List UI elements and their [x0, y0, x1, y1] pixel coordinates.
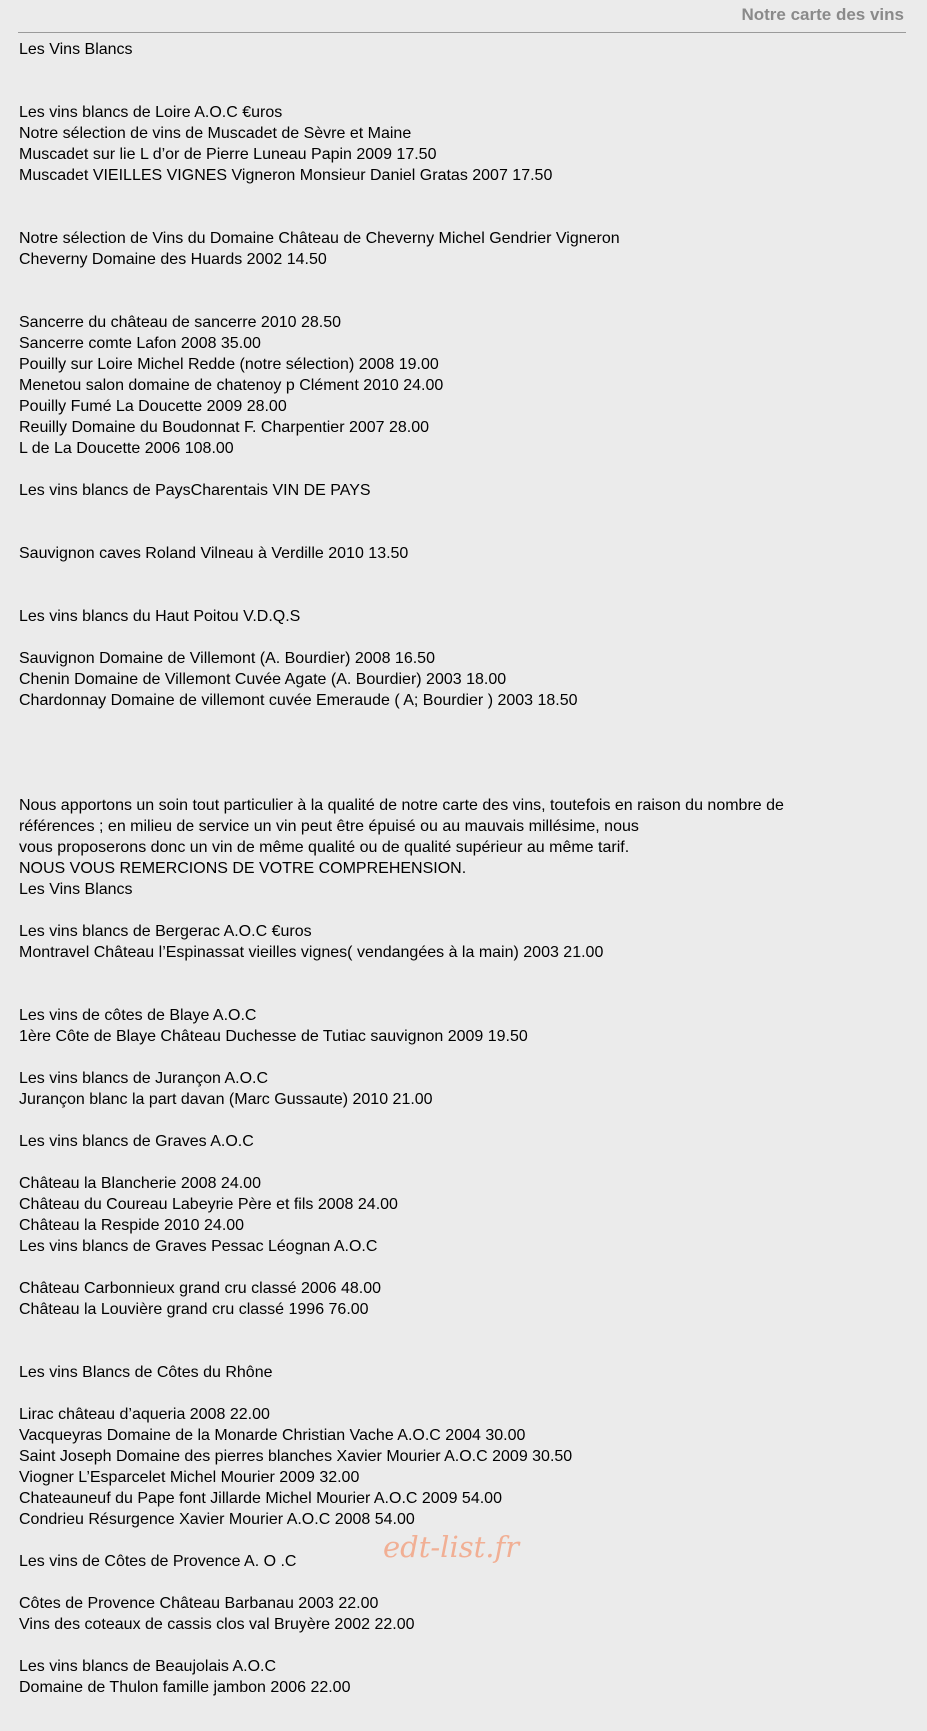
- text-line: Les vins de côtes de Blaye A.O.C: [19, 1006, 257, 1024]
- blank-line: [19, 1152, 899, 1173]
- text-line: Sauvignon Domaine de Villemont (A. Bourdier) 2008 16.50: [19, 649, 435, 667]
- text-line: Sancerre comte Lafon 2008 35.00: [19, 334, 261, 352]
- blank-line: [19, 1341, 899, 1362]
- text-line: Château la Respide 2010 24.00: [19, 1216, 245, 1234]
- blank-line: [19, 627, 899, 648]
- text-line: vous proposerons donc un vin de même qualité ou de qualité supérieur au même tarif.: [19, 838, 630, 856]
- blank-line: [19, 186, 899, 207]
- text-line: Côtes de Provence Château Barbanau 2003 22.00: [19, 1594, 379, 1612]
- wine-list-content: [19, 39, 899, 1698]
- text-line: Château du Coureau Labeyrie Père et fils 2008 24.00: [19, 1195, 398, 1213]
- text-line: Vins des coteaux de cassis clos val Bruyère 2002 22.00: [19, 1615, 415, 1633]
- text-line: Les vins blancs de Loire A.O.C €uros: [19, 103, 283, 121]
- blank-line: [19, 270, 899, 291]
- text-line: Muscadet VIEILLES VIGNES Vigneron Monsieur Daniel Gratas 2007 17.50: [19, 166, 553, 184]
- blank-line: [19, 81, 899, 102]
- text-line: NOUS VOUS REMERCIONS DE VOTRE COMPREHENSION.: [19, 859, 467, 877]
- text-line: Viogner L’Esparcelet Michel Mourier 2009 32.00: [19, 1468, 360, 1486]
- blank-line: [19, 1383, 899, 1404]
- page-header: [18, 0, 906, 33]
- text-line: Château Carbonnieux grand cru classé 2006 48.00: [19, 1279, 382, 1297]
- text-line: Les vins de Côtes de Provence A. O .C: [19, 1552, 297, 1570]
- text-line: Lirac château d’aqueria 2008 22.00: [19, 1405, 270, 1423]
- text-line: Menetou salon domaine de chatenoy p Clément 2010 24.00: [19, 376, 444, 394]
- blank-line: [19, 459, 899, 480]
- text-line: L de La Doucette 2006 108.00: [19, 439, 234, 457]
- text-line: Les Vins Blancs: [19, 40, 133, 58]
- blank-line: [19, 585, 899, 606]
- text-line: Vacqueyras Domaine de la Monarde Christian Vache A.O.C 2004 30.00: [19, 1426, 526, 1444]
- blank-line: [19, 774, 899, 795]
- text-line: Muscadet sur lie L d’or de Pierre Luneau Papin 2009 17.50: [19, 145, 437, 163]
- blank-line: [19, 501, 899, 522]
- blank-line: [19, 207, 899, 228]
- text-line: Nous apportons un soin tout particulier à la qualité de notre carte des vins, toutefois en raison du nombre de: [19, 796, 784, 814]
- text-line: Les vins blancs de Jurançon A.O.C: [19, 1069, 269, 1087]
- text-line: Chateauneuf du Pape font Jillarde Michel Mourier A.O.C 2009 54.00: [19, 1489, 502, 1507]
- text-line: Les vins blancs de Beaujolais A.O.C: [19, 1657, 277, 1675]
- blank-line: [19, 984, 899, 1005]
- blank-line: [19, 60, 899, 81]
- text-line: Reuilly Domaine du Boudonnat F. Charpentier 2007 28.00: [19, 418, 430, 436]
- blank-line: [19, 564, 899, 585]
- text-line: Notre sélection de vins de Muscadet de Sèvre et Maine: [19, 124, 412, 142]
- text-line: Les vins Blancs de Côtes du Rhône: [19, 1363, 273, 1381]
- text-line: Saint Joseph Domaine des pierres blanches Xavier Mourier A.O.C 2009 30.50: [19, 1447, 573, 1465]
- blank-line: [19, 522, 899, 543]
- text-line: Chenin Domaine de Villemont Cuvée Agate (A. Bourdier) 2003 18.00: [19, 670, 507, 688]
- blank-line: [19, 291, 899, 312]
- text-line: Les vins blancs de PaysCharentais VIN DE PAYS: [19, 481, 371, 499]
- text-line: Château la Louvière grand cru classé 1996 76.00: [19, 1300, 369, 1318]
- text-line: Les vins blancs de Bergerac A.O.C €uros: [19, 922, 312, 940]
- text-line: Pouilly sur Loire Michel Redde (notre sélection) 2008 19.00: [19, 355, 439, 373]
- text-line: Les vins blancs de Graves Pessac Léognan A.O.C: [19, 1237, 378, 1255]
- text-line: Jurançon blanc la part davan (Marc Gussaute) 2010 21.00: [19, 1090, 433, 1108]
- blank-line: [19, 1320, 899, 1341]
- text-line: Notre sélection de Vins du Domaine Château de Cheverny Michel Gendrier Vigneron: [19, 229, 620, 247]
- text-line: Les Vins Blancs: [19, 880, 133, 898]
- text-line: références ; en milieu de service un vin peut être épuisé ou au mauvais millésime, nous: [19, 817, 639, 835]
- text-line: Sancerre du château de sancerre 2010 28.50: [19, 313, 342, 331]
- text-line: Sauvignon caves Roland Vilneau à Verdille 2010 13.50: [19, 544, 409, 562]
- text-line: Les vins blancs du Haut Poitou V.D.Q.S: [19, 607, 301, 625]
- blank-line: [19, 900, 899, 921]
- text-line: 1ère Côte de Blaye Château Duchesse de Tutiac sauvignon 2009 19.50: [19, 1027, 528, 1045]
- text-line: Les vins blancs de Graves A.O.C: [19, 1132, 254, 1150]
- blank-line: [19, 753, 899, 774]
- blank-line: [19, 1572, 899, 1593]
- text-line: Cheverny Domaine des Huards 2002 14.50: [19, 250, 327, 268]
- blank-line: [19, 1257, 899, 1278]
- text-line: Chardonnay Domaine de villemont cuvée Emeraude ( A; Bourdier ) 2003 18.50: [19, 691, 578, 709]
- watermark: edt-list.fr: [383, 1530, 520, 1564]
- text-line: Condrieu Résurgence Xavier Mourier A.O.C 2008 54.00: [19, 1510, 415, 1528]
- blank-line: [19, 1047, 899, 1068]
- blank-line: [19, 711, 899, 732]
- text-line: Pouilly Fumé La Doucette 2009 28.00: [19, 397, 287, 415]
- text-line: Domaine de Thulon famille jambon 2006 22.00: [19, 1678, 351, 1696]
- blank-line: [19, 732, 899, 753]
- blank-line: [19, 963, 899, 984]
- blank-line: [19, 1635, 899, 1656]
- text-line: Château la Blancherie 2008 24.00: [19, 1174, 261, 1192]
- blank-line: [19, 1110, 899, 1131]
- text-line: Montravel Château l’Espinassat vieilles vignes( vendangées à la main) 2003 21.00: [19, 943, 604, 961]
- page-title: Notre carte des vins: [741, 5, 904, 24]
